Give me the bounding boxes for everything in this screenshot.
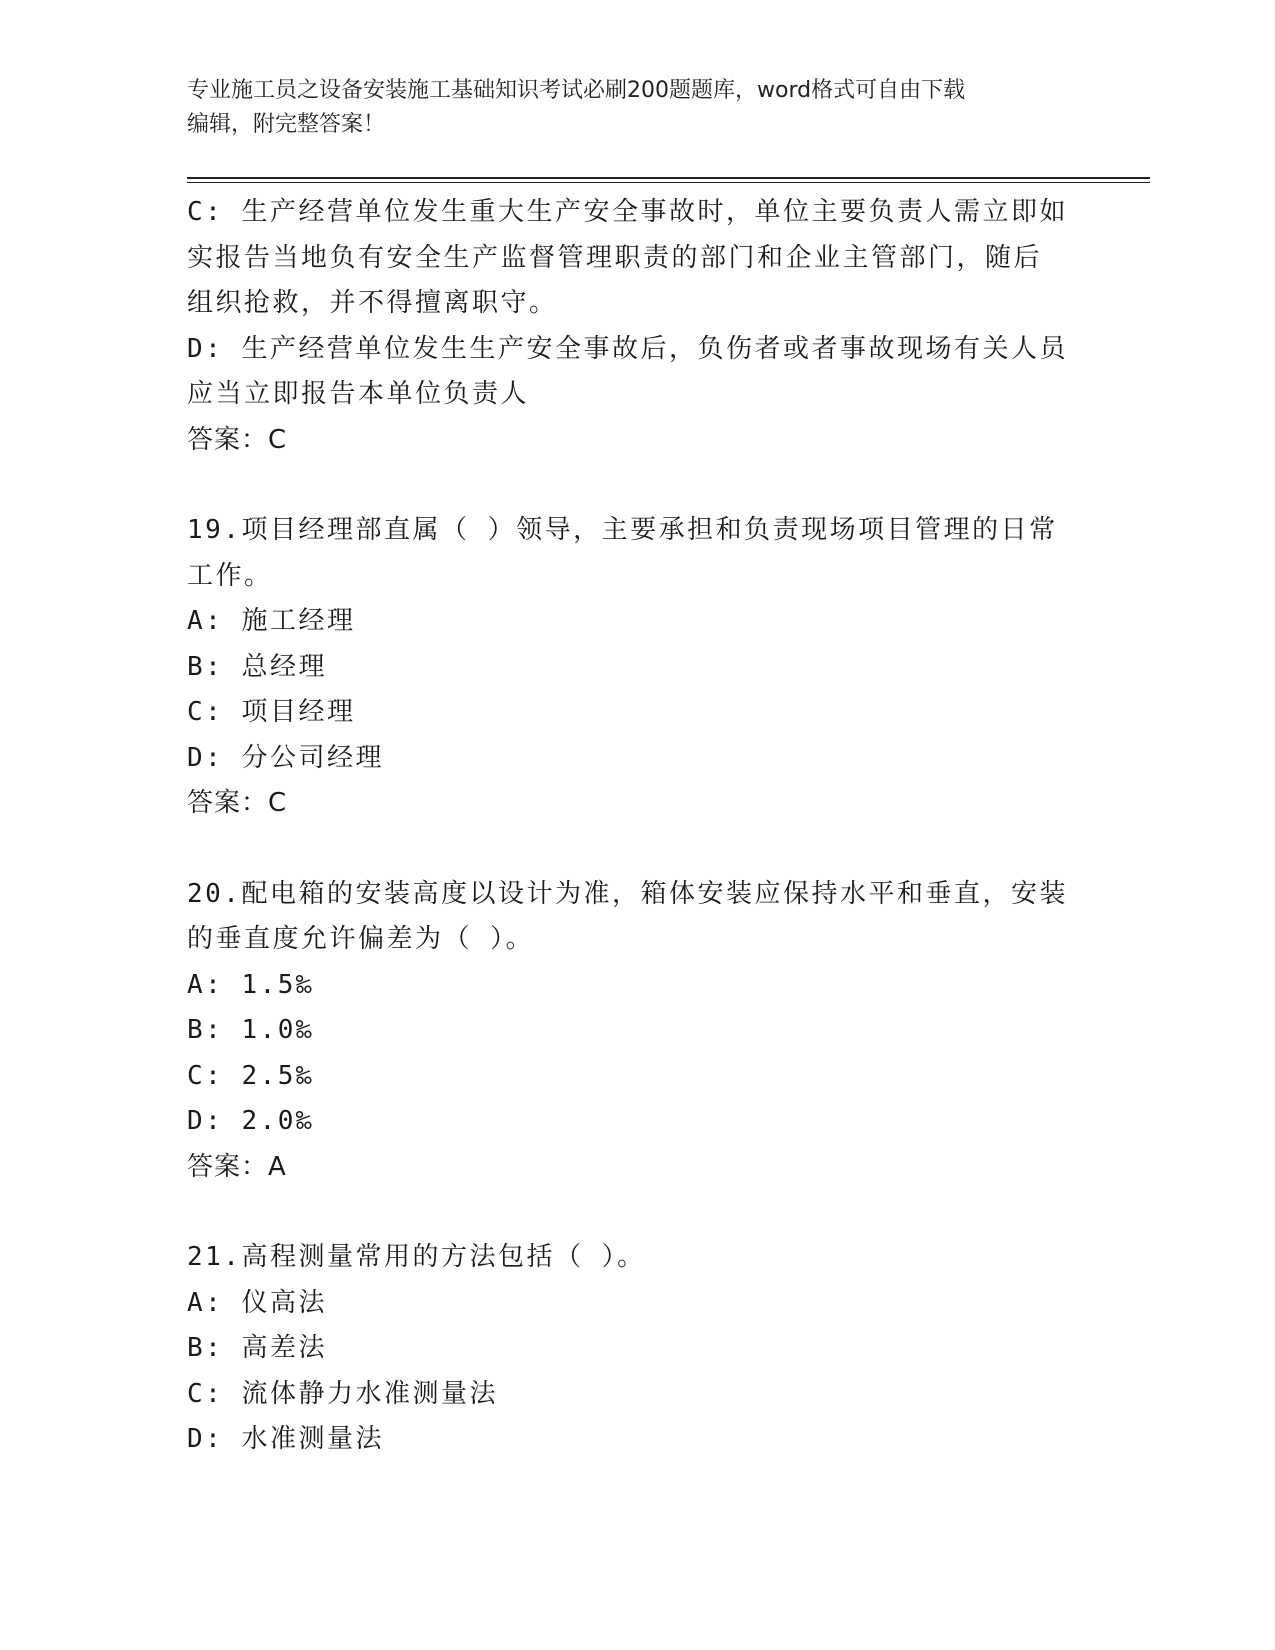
option-a: A: 1.5‰: [187, 969, 315, 1000]
question-21: [187, 1235, 1087, 1463]
option-c-line-1: C: 生产经营单位发生重大生产安全事故时，单位主要负责人需立即如: [187, 197, 1068, 227]
option-b: B: 高差法: [187, 1333, 327, 1363]
option-c: C: 流体静力水准测量法: [187, 1378, 498, 1409]
question-20: [187, 872, 1087, 1191]
option-c: C: 2.5‰: [187, 1060, 315, 1091]
question-stem-line: 19.项目经理部直属（ ）领导，主要承担和负责现场项目管理的日常: [187, 515, 1058, 545]
header-rule-thick: [187, 177, 1150, 179]
option-b: B: 总经理: [187, 651, 327, 682]
prev-answer: 答案：C: [187, 424, 288, 455]
prev-question-options: [187, 190, 1087, 463]
option-c-line-2: 实报告当地负有安全生产监督管理职责的部门和企业主管部门，随后: [187, 242, 1043, 273]
question-stem-line: 20.配电箱的安装高度以设计为准，箱体安装应保持水平和垂直，安装: [187, 878, 1068, 909]
option-b: B: 1.0‰: [187, 1015, 315, 1045]
header-line-2: 编辑，附完整答案！: [187, 112, 386, 137]
document-header: [187, 74, 1067, 142]
option-d: D: 2.0‰: [187, 1106, 315, 1136]
question-stem-line: 21.高程测量常用的方法包括（ ）。: [187, 1242, 646, 1272]
option-a: A: 施工经理: [187, 606, 356, 636]
question-19: [187, 508, 1087, 827]
option-c-line-3: 组织抢救，并不得擅离职守。: [187, 288, 558, 318]
question-content: [187, 190, 1087, 1463]
answer: 答案：A: [187, 1151, 287, 1182]
option-d: D: 水准测量法: [187, 1424, 384, 1454]
option-a: A: 仪高法: [187, 1287, 327, 1318]
question-stem-line: 的垂直度允许偏差为（ ）。: [187, 924, 535, 954]
header-line-1: 专业施工员之设备安装施工基础知识考试必刷200题题库，word格式可自由下载: [187, 78, 966, 103]
question-stem-line: 工作。: [187, 560, 273, 591]
header-rule-thin: [187, 182, 1150, 183]
option-d-line-2: 应当立即报告本单位负责人: [187, 379, 530, 409]
option-d: D: 分公司经理: [187, 742, 384, 773]
answer: 答案：C: [187, 788, 288, 818]
option-c: C: 项目经理: [187, 697, 356, 727]
option-d-line-1: D: 生产经营单位发生生产安全事故后，负伤者或者事故现场有关人员: [187, 333, 1068, 364]
